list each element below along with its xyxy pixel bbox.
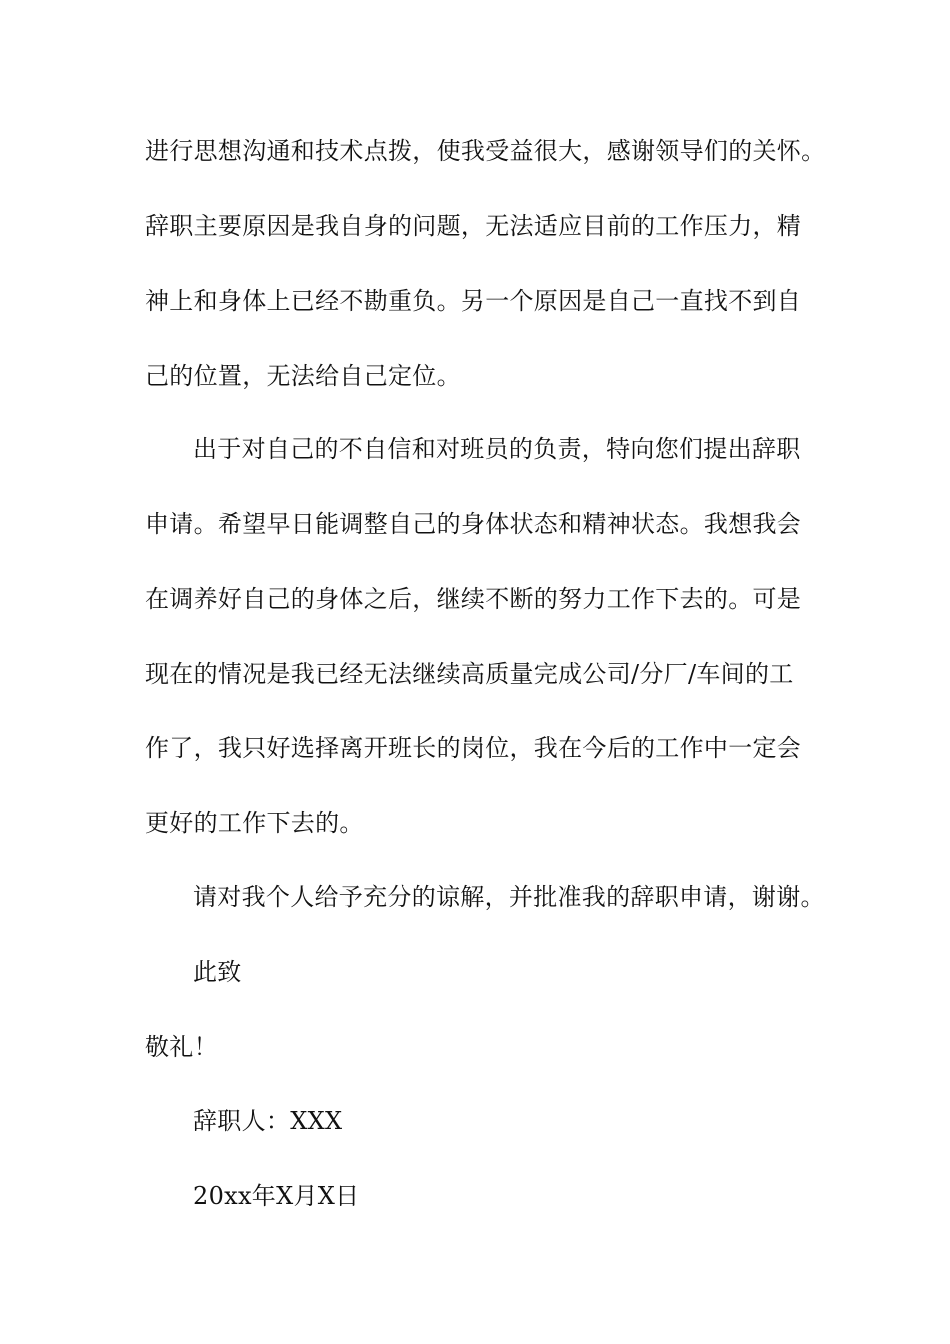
closing-cizhi: 此致	[193, 958, 242, 986]
body-line-2: 辞职主要原因是我自身的问题，无法适应目前的工作压力，精	[145, 212, 802, 240]
body-line-9: 作了，我只好选择离开班长的岗位，我在今后的工作中一定会	[145, 734, 802, 762]
body-line-8: 现在的情况是我已经无法继续高质量完成公司/分厂/车间的工	[145, 660, 794, 688]
body-line-3: 神上和身体上已经不勘重负。另一个原因是自己一直找不到自	[145, 287, 802, 315]
body-line-7: 在调养好自己的身体之后，继续不断的努力工作下去的。可是	[145, 585, 802, 613]
signature-date: 20xx年X月X日	[193, 1182, 360, 1210]
request-line: 请对我个人给予充分的谅解，并批准我的辞职申请，谢谢。	[193, 883, 825, 911]
closing-jingli: 敬礼！	[145, 1033, 218, 1061]
body-line-4: 己的位置，无法给自己定位。	[145, 362, 461, 390]
body-line-1: 进行思想沟通和技术点拨，使我受益很大，感谢领导们的关怀。	[145, 137, 826, 165]
body-line-5: 出于对自己的不自信和对班员的负责，特向您们提出辞职	[193, 435, 801, 463]
body-line-6: 申请。希望早日能调整自己的身体状态和精神状态。我想我会	[145, 510, 802, 538]
signature-name: 辞职人：XXX	[193, 1107, 343, 1135]
body-line-10: 更好的工作下去的。	[145, 809, 364, 837]
